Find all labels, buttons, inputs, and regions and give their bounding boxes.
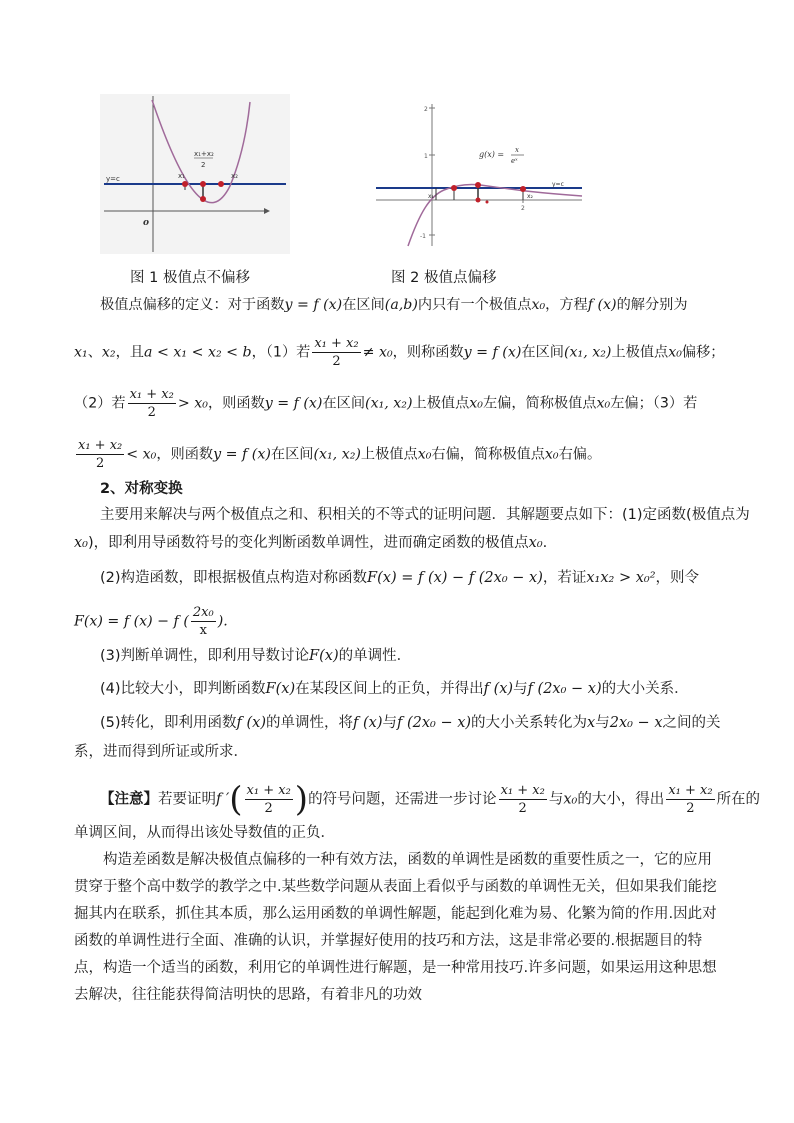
frac-den: 2 bbox=[686, 801, 695, 816]
text: 左偏；（3）若 bbox=[610, 395, 698, 412]
text: (4)比较大小，即判断函数 bbox=[100, 681, 266, 697]
frac-num: x₁ + x₂ bbox=[246, 783, 291, 798]
text: 与 bbox=[548, 791, 564, 808]
text: 与 bbox=[513, 681, 528, 697]
math: F(x) bbox=[309, 648, 339, 664]
math: x₀ bbox=[417, 446, 432, 463]
fraction bbox=[245, 782, 293, 817]
math: f (2x₀ − x) bbox=[396, 715, 472, 731]
math: a < x₁ < x₂ < b bbox=[144, 344, 252, 361]
label-y-c: y=c bbox=[106, 175, 120, 183]
math: y = f (x) bbox=[264, 395, 323, 412]
text: ，方程 bbox=[545, 297, 588, 313]
math: f (x) bbox=[236, 715, 267, 731]
math: y = f (x) bbox=[284, 297, 343, 313]
math: f (x) bbox=[353, 715, 383, 731]
text: 在区间 bbox=[322, 395, 366, 412]
math: x bbox=[587, 715, 596, 731]
paren-open: ( bbox=[229, 779, 243, 820]
point-mid bbox=[486, 201, 489, 204]
math: x₀ bbox=[544, 446, 559, 463]
math: x₀ bbox=[563, 791, 578, 808]
figure-2 bbox=[374, 100, 584, 250]
label-x2: x₂ bbox=[231, 172, 238, 180]
frac-den: 2 bbox=[147, 405, 156, 420]
point-x2 bbox=[218, 181, 224, 187]
tick-y-1: 1 bbox=[424, 153, 428, 160]
point-mid bbox=[200, 181, 206, 187]
text: 若要证明 bbox=[158, 791, 216, 808]
definition-line-3 bbox=[74, 386, 734, 421]
text: (5)转化，即利用函数 bbox=[100, 715, 237, 731]
frac-num: x₁ + x₂ bbox=[129, 387, 174, 402]
frac-num: x₁ + x₂ bbox=[668, 783, 713, 798]
figure-1 bbox=[100, 94, 290, 254]
math: x₀ bbox=[668, 344, 682, 361]
frac-den: x bbox=[199, 623, 207, 638]
text: 在某段区间上的正负，并得出 bbox=[295, 681, 484, 697]
math: x₀ bbox=[528, 535, 543, 551]
text: 上极值点 bbox=[412, 395, 470, 412]
para5-line1 bbox=[100, 712, 760, 734]
fraction bbox=[312, 335, 360, 370]
note-label: 【注意】 bbox=[100, 791, 158, 808]
math: (x₁, x₂) bbox=[365, 395, 413, 412]
text: 的符号问题，还需进一步讨论 bbox=[308, 791, 497, 808]
label-mid-den: 2 bbox=[201, 161, 206, 169]
closing-paragraph: 构造差函数是解决极值点偏移的一种有效方法，函数的单调性是函数的重要性质之一，它的应用贯穿于整个高中数学的教学之中.某些数学问题从表面上看似乎与函数的单调性无关，但如果我们能挖掘其内在联系，抓住其本质，那么运用函数的单调性解题，能起到化难为易、化繁为简的作用.因此对函数的单调性进行全面、准确的认识，并掌握好使用的技巧和方法，这是非常必要的.根据题目的特点，构造一个适当的函数，利用它的单调性进行解题，是一种常用技巧.许多问题，如果运用这种思想去解决，往往能获得简洁明快的思路，有着非凡的功效 bbox=[74, 852, 717, 1003]
math: f (x) bbox=[483, 681, 514, 697]
text: 所在的 bbox=[716, 791, 761, 808]
tick-y-2: 2 bbox=[424, 106, 428, 113]
frac-num: x₁ + x₂ bbox=[500, 783, 545, 798]
frac-num: x₁ + x₂ bbox=[78, 438, 123, 453]
point-right bbox=[520, 186, 526, 192]
point-x0 bbox=[476, 198, 481, 203]
definition-line-4 bbox=[74, 437, 734, 472]
para5-line2: 系，进而得到所证或所求． bbox=[74, 744, 248, 760]
text: 在区间 bbox=[342, 297, 385, 313]
curve-g bbox=[408, 185, 582, 246]
para3 bbox=[100, 645, 760, 667]
math: < x₀ bbox=[126, 446, 157, 463]
paren-close: ) bbox=[294, 779, 309, 820]
frac-num: 2x₀ bbox=[192, 605, 214, 620]
point-max bbox=[475, 182, 481, 188]
text: 的解分别为 bbox=[616, 297, 688, 313]
math: x₀ bbox=[531, 297, 546, 313]
label-x1: x₁ bbox=[178, 172, 185, 180]
definition-line-2 bbox=[74, 335, 734, 370]
math: (x₁, x₂) bbox=[563, 344, 612, 361]
note-line1 bbox=[100, 779, 761, 820]
text: 的单调性． bbox=[338, 648, 412, 664]
math: x₀ bbox=[596, 395, 611, 412]
note-line2: 单调区间，从而得出该处导数值的正负． bbox=[74, 825, 335, 841]
math: F(x) bbox=[265, 681, 296, 697]
section-heading: 2、对称变换 bbox=[100, 481, 183, 497]
fraction bbox=[76, 437, 124, 472]
point-left bbox=[451, 185, 457, 191]
text: 右偏，简称极值点 bbox=[431, 446, 545, 463]
text: ，且 bbox=[115, 344, 144, 361]
fraction bbox=[666, 782, 714, 817]
text: 右偏。 bbox=[558, 446, 602, 463]
label-x2: x₂ bbox=[527, 193, 533, 200]
math: 2x₀ − x bbox=[609, 715, 663, 731]
label-y-c: y=c bbox=[552, 181, 564, 188]
text: 左偏，简称极值点 bbox=[482, 395, 597, 412]
text: (3)判断单调性，即利用导数讨论 bbox=[100, 648, 310, 664]
text: ，则函数 bbox=[207, 395, 265, 412]
text: 、 bbox=[87, 344, 102, 361]
math: y = f (x) bbox=[463, 344, 522, 361]
math: ≠ x₀ bbox=[362, 344, 393, 361]
point-x1 bbox=[182, 181, 188, 187]
math: f ′ bbox=[216, 791, 230, 808]
label-x1: x₁ bbox=[428, 193, 434, 200]
text: （2）若 bbox=[74, 395, 126, 412]
frac-num: x₁ + x₂ bbox=[314, 336, 359, 351]
text: 在区间 bbox=[521, 344, 564, 361]
para1-line2 bbox=[74, 532, 734, 554]
text: 在区间 bbox=[270, 446, 314, 463]
text: ，若证 bbox=[542, 570, 587, 586]
label-origin: o bbox=[143, 218, 150, 228]
text: 之间的关 bbox=[662, 715, 721, 731]
text: ，则函数 bbox=[156, 446, 214, 463]
math: ). bbox=[217, 613, 228, 630]
math: x₀ bbox=[74, 535, 88, 551]
math: (x₁, x₂) bbox=[313, 446, 361, 463]
text: ，则令 bbox=[655, 570, 700, 586]
text: )，即利用导函数符号的变化判断函数单调性，进而确定函数的极值点 bbox=[88, 535, 529, 551]
fraction bbox=[191, 604, 216, 639]
math: x₁x₂ > x₀² bbox=[586, 570, 656, 586]
math: x₀ bbox=[469, 395, 483, 412]
tick-x-2: 2 bbox=[521, 205, 525, 212]
frac-den: 2 bbox=[264, 801, 273, 816]
text: 上极值点 bbox=[611, 344, 669, 361]
text: 的大小，得出 bbox=[577, 791, 665, 808]
tick-y-m1: -1 bbox=[420, 233, 426, 240]
definition-line-1 bbox=[100, 294, 760, 316]
text: 的单调性，将 bbox=[266, 715, 354, 731]
text: ，（1）若 bbox=[251, 344, 311, 361]
figure-1-caption: 图 1 极值点不偏移 bbox=[130, 270, 250, 286]
label-mid-num: x₁+x₂ bbox=[194, 150, 214, 158]
text: 与 bbox=[595, 715, 610, 731]
text: ，则称函数 bbox=[392, 344, 464, 361]
text: 偏移； bbox=[681, 344, 725, 361]
math: F(x) = f (x) − f (2x₀ − x) bbox=[367, 570, 543, 586]
text: 与 bbox=[382, 715, 397, 731]
text: 上极值点 bbox=[360, 446, 418, 463]
text: . bbox=[542, 535, 548, 551]
text: 的大小关系． bbox=[601, 681, 689, 697]
figure-2-graph bbox=[374, 100, 584, 250]
math: > x₀ bbox=[177, 395, 208, 412]
label-g-func: g(x) = bbox=[479, 150, 505, 159]
text: 的大小关系转化为 bbox=[471, 715, 588, 731]
label-g-num: x bbox=[515, 146, 519, 154]
fraction bbox=[499, 782, 547, 817]
para2-line1 bbox=[100, 567, 760, 589]
figure-2-caption: 图 2 极值点偏移 bbox=[391, 270, 497, 286]
text: (2)构造函数，即根据极值点构造对称函数 bbox=[100, 570, 368, 586]
frac-den: 2 bbox=[332, 354, 341, 369]
math: F(x) = f (x) − f ( bbox=[74, 613, 189, 630]
point-vertex bbox=[200, 196, 206, 202]
math: x₁ bbox=[74, 344, 88, 361]
fraction bbox=[128, 386, 176, 421]
math: f (x) bbox=[587, 297, 617, 313]
para2-line2 bbox=[74, 604, 734, 639]
label-g-den: eˣ bbox=[511, 157, 518, 165]
text: 极值点偏移的定义：对于函数 bbox=[100, 297, 285, 313]
math: (a,b) bbox=[384, 297, 418, 313]
frac-den: 2 bbox=[95, 456, 105, 471]
text: 内只有一个极值点 bbox=[417, 297, 532, 313]
math: y = f (x) bbox=[213, 446, 271, 463]
para4 bbox=[100, 678, 760, 700]
para1-line1: 主要用来解决与两个极值点之和、积相关的不等式的证明问题．其解题要点如下：(1)定函数(极值点为 bbox=[100, 507, 750, 523]
math: f (2x₀ − x) bbox=[527, 681, 602, 697]
math: x₂ bbox=[101, 344, 116, 361]
figure-1-graph bbox=[100, 94, 290, 254]
frac-den: 2 bbox=[518, 801, 527, 816]
